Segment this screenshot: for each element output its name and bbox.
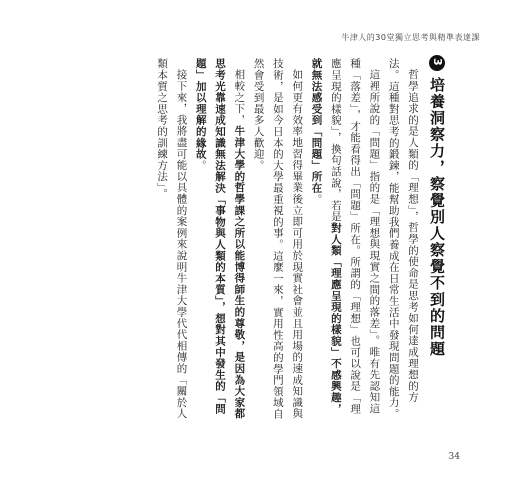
text-segment: 。 [194,159,207,172]
text-segment: 相較之下， [233,68,246,125]
emphasis-text: 牛津大學的哲學課之所以能博得師生的尊敬，是因為大家都思考光靠速成知識無法解決「事物與人類的本質」，想對其中發生的「問題」加以理解的緣故 [194,58,246,419]
paragraph-2 [306,58,383,423]
text-segment: 。 [310,193,323,205]
emphasis-text: 對人類「理應呈現的樣貌」不感興趣，就無法感受到「問題」所在 [310,58,342,415]
paragraph-1 [383,58,422,423]
running-header: 牛津人的30堂獨立思考與精準表達課 [341,33,480,42]
body-text [112,58,422,423]
section-heading [427,55,448,365]
text-segment: 如何更有效率地習得畢業後立即可用於現實社會並且用場的速成知識與技術，是如今日本的大學最重視的事。這麼一來，實用性高的學門領域自然會受到最多人歡迎。 [252,58,304,420]
paragraph-3 [248,58,306,423]
text-segment: 接下來，我將盡可能以具體的案例來說明牛津大學代代相傳的「關於人類本質之思考的訓練方法」。 [156,58,188,419]
section-number-badge: 3 [429,55,445,71]
page-number: 34 [448,452,460,462]
section-title: 培養洞察力，察覺別人察覺不到的問題 [428,77,446,358]
paragraph-5 [152,58,191,423]
text-segment: 這裡所說的「問題」指的是「理想與現實之間的落差」。唯有先認知這種「落差」，才能看得出「問題」所在。所謂的「理想」也可以說是「理應呈現的樣貌」，換句話說，若是 [329,58,381,415]
paragraph-4 [190,58,248,423]
text-segment: 哲學追求的是人類的「理想」，哲學的使命是思考如何達成理想的方法。這種對思考的鍛鍊，能幫助我們養成在日常生活中發現問題的能力。 [387,58,419,420]
